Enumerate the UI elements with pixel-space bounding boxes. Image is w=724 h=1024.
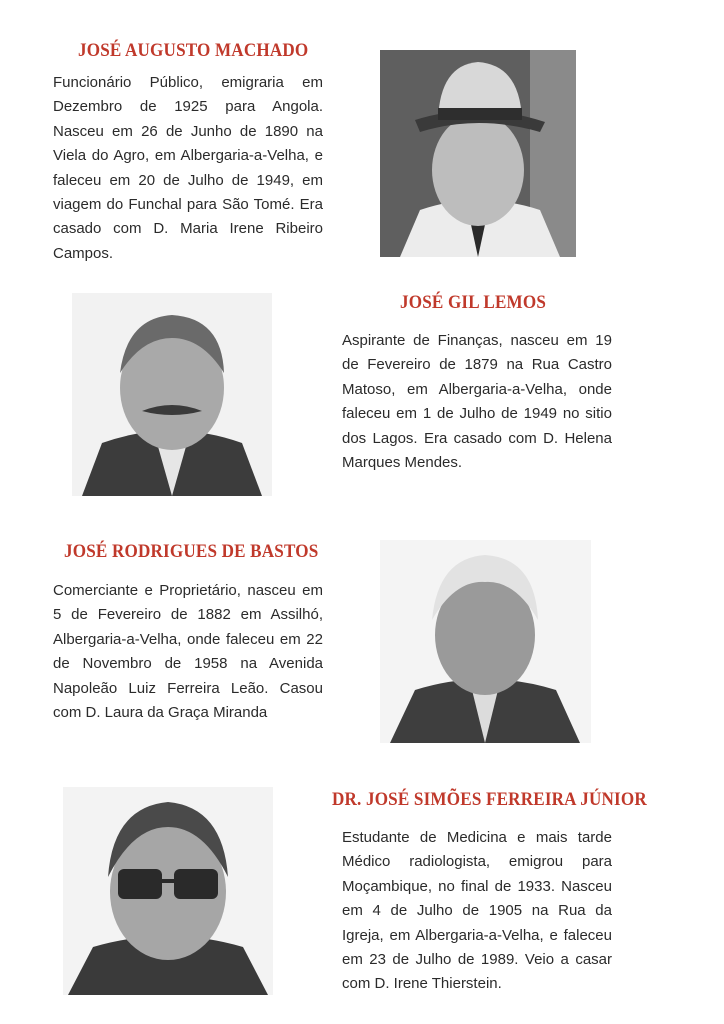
entry-2-name: JOSÉ GIL LEMOS [400,292,547,313]
entry-2-portrait [72,293,272,496]
entry-2-bio: Aspirante de Finanças, nasceu em 19 de Fevereiro de 1879 na Rua Castro Matoso, em Albergaria-a-Velha, onde faleceu em 1 de Julho de 1949 no sitio dos Lagos. Era casado com D. Helena Marques Mendes. [342,332,612,472]
entry-1-name: JOSÉ AUGUSTO MACHADO [78,40,309,61]
entry-3-portrait [380,540,591,743]
entry-3-bio: Comerciante e Proprietário, nasceu em 5 de Fevereiro de 1882 em Assilhó, Albergaria-a-Velha, onde faleceu em 22 de Novembro de 1958 na Avenida Napoleão Luiz Ferreira Leão. Casou com D. Laura da Graça Miranda [53,582,323,722]
entry-3-name: JOSÉ RODRIGUES DE BASTOS [64,541,319,562]
entry-1-portrait [380,50,576,257]
entry-4-name: DR. JOSÉ SIMÕES FERREIRA JÚNIOR [332,789,647,810]
entry-1-bio: Funcionário Público, emigraria em Dezembro de 1925 para Angola. Nasceu em 26 de Junho de 1890 na Viela do Agro, em Albergaria-a-Velha, e faleceu em 20 de Julho de 1949, em viagem do Funchal para São Tomé. Era casado com D. Maria Irene Ribeiro Campos. [53,74,323,262]
entry-4-portrait [63,787,273,995]
entry-4-bio: Estudante de Medicina e mais tarde Médico radiologista, emigrou para Moçambique, no final de 1933. Nasceu em 4 de Julho de 1905 na Rua da Igreja, em Albergaria-a-Velha, e faleceu em 23 de Julho de 1989. Veio a casar com D. Irene Thierstein. [342,829,612,993]
